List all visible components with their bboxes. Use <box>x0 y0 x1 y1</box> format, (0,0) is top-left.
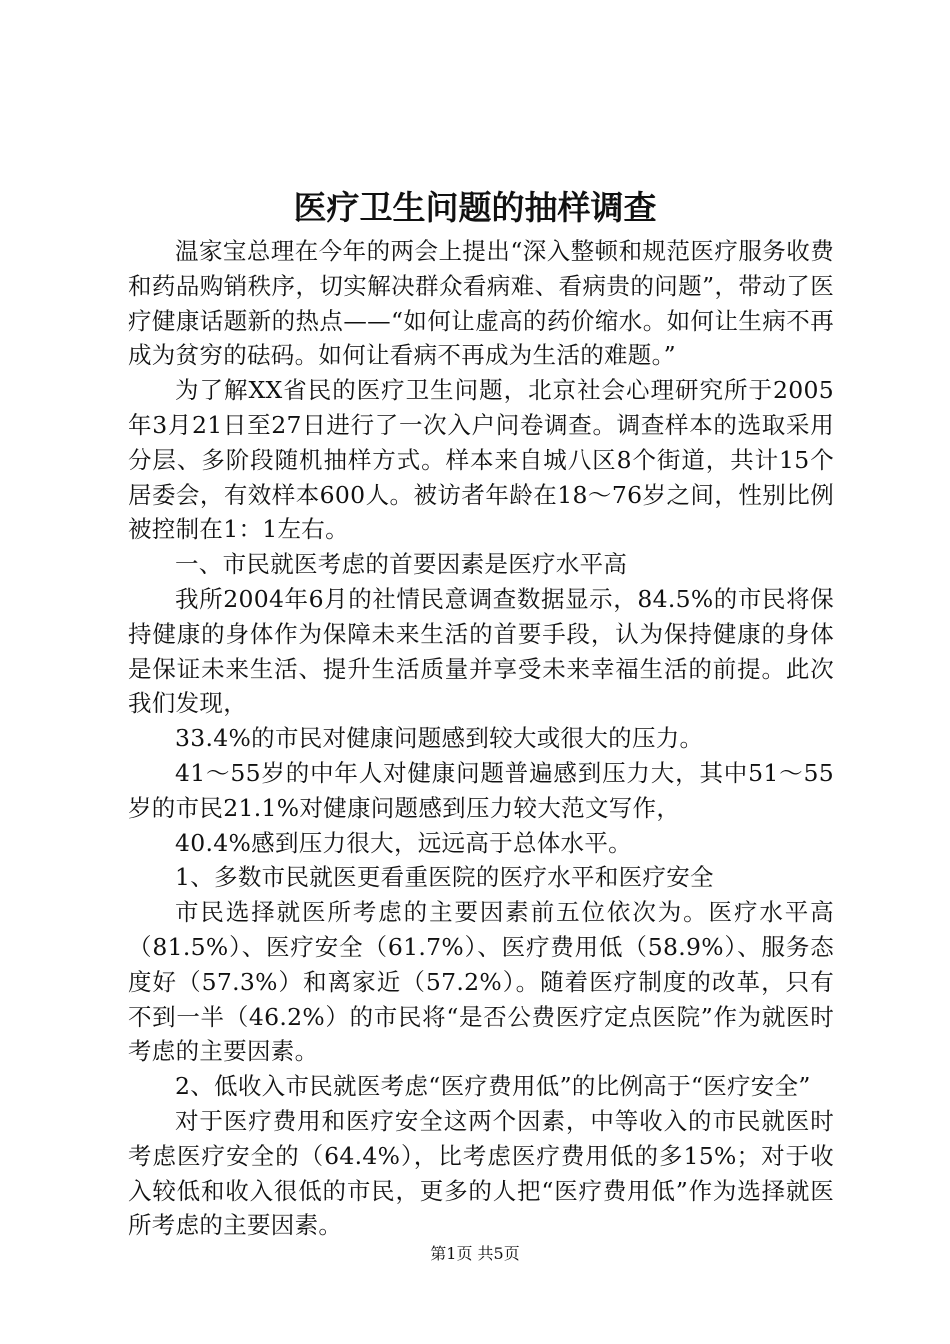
paragraph: 为了解XX省民的医疗卫生问题，北京社会心理研究所于2005年3月21日至27日进行了一次入户问卷调查。调查样本的选取采用分层、多阶段随机抽样方式。样本来自城八区8个街道，共计15个居委会，有效样本600人。被访者年龄在18～76岁之间，性别比例被控制在1：1左右。 <box>128 376 834 544</box>
paragraph: 对于医疗费用和医疗安全这两个因素，中等收入的市民就医时考虑医疗安全的（64.4%），比考虑医疗费用低的多15%；对于收入较低和收入很低的市民，更多的人把“医疗费用低”作为选择就医所考虑的主要因素。 <box>128 1106 834 1240</box>
paragraph: 40.4%感到压力很大，远远高于总体水平。 <box>175 828 632 857</box>
page-footer: 第1页 共5页 <box>430 1244 520 1263</box>
paragraph: 市民选择就医所考虑的主要因素前五位依次为。医疗水平高（81.5%）、医疗安全（61.7%）、医疗费用低（58.9%）、服务态度好（57.3%）和离家近（57.2%）。随着医疗制度的改革，只有不到一半（46.2%）的市民将“是否公费医疗定点医院”作为就医时考虑的主要因素。 <box>128 898 834 1066</box>
paragraph: 41～55岁的中年人对健康问题普遍感到压力大，其中51～55岁的市民21.1%对健康问题感到压力较大范文写作， <box>128 758 834 822</box>
subsection-heading: 2、低收入市民就医考虑“医疗费用低”的比例高于“医疗安全” <box>175 1072 811 1101</box>
subsection-heading: 1、多数市民就医更看重医院的医疗水平和医疗安全 <box>175 863 714 892</box>
paragraph: 33.4%的市民对健康问题感到较大或很大的压力。 <box>175 724 704 753</box>
document-title: 医疗卫生问题的抽样调查 <box>293 188 657 227</box>
paragraph: 我所2004年6月的社情民意调查数据显示，84.5%的市民将保持健康的身体作为保障未来生活的首要手段，认为保持健康的身体是保证未来生活、提升生活质量并享受未来幸福生活的前提。此次我们发现， <box>128 584 834 718</box>
paragraph: 温家宝总理在今年的两会上提出“深入整顿和规范医疗服务收费和药品购销秩序，切实解决群众看病难、看病贵的问题”，带动了医疗健康话题新的热点——“如何让虚高的药价缩水。如何让生病不再成为贫穷的砝码。如何让看病不再成为生活的难题。” <box>128 237 834 370</box>
document-body <box>128 234 834 1243</box>
section-heading: 一、市民就医考虑的首要因素是医疗水平高 <box>175 550 628 579</box>
